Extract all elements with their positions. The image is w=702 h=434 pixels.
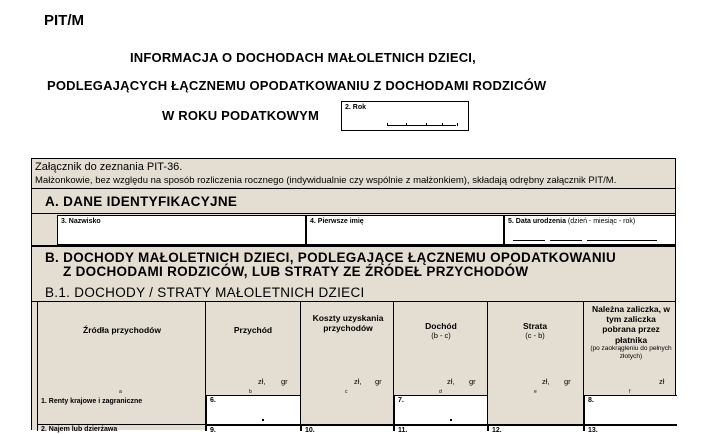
unit-zl: zł, [447, 377, 455, 386]
col-head-advance [589, 304, 673, 360]
col-head-income: Przychód [233, 325, 273, 335]
year-tick [426, 123, 427, 126]
year-tick [406, 123, 407, 126]
col-divider [300, 301, 301, 431]
spouses-note: Małżonkowie, bez względu na sposób rozliczenia rocznego (indywidualnie czy wspólnie z małżonkiem), składają odrębny załącznik PIT/M. [35, 175, 617, 186]
unit-gr: gr [281, 377, 288, 386]
form-title-line1: INFORMACJA O DOCHODACH MAŁOLETNICH DZIECI, [130, 50, 476, 65]
row-label: 2. Najem lub dzierżawa [41, 426, 118, 433]
year-tick [457, 123, 458, 126]
cell-number: 11. [398, 427, 408, 434]
year-field-label: 2. Rok [345, 104, 367, 111]
advance-note: (po zaokrągleniu do pełnych złotych) [590, 344, 672, 360]
year-underline [387, 125, 456, 126]
cell-number: 10. [305, 427, 315, 434]
first-name-label: 4. Pierwsze imię [310, 218, 364, 225]
year-tick [387, 123, 388, 126]
row1-net-income-cell[interactable] [394, 395, 487, 425]
unit-gr: gr [469, 377, 476, 386]
table-body [37, 301, 677, 434]
col-head-source: Źródła przychodów [83, 325, 161, 335]
col-head-loss [491, 321, 579, 340]
row2-income-cell[interactable] [206, 425, 300, 434]
birth-year-line [587, 240, 657, 241]
cell-number: 7. [398, 397, 404, 404]
loss-title: Strata [522, 321, 548, 331]
col-letter-b: b [249, 389, 252, 395]
col-letter-a: a [119, 389, 122, 395]
loss-formula: (c - b) [525, 331, 545, 341]
surname-label: 3. Nazwisko [61, 218, 101, 225]
first-name-field[interactable] [306, 215, 504, 245]
col-head-net-income [397, 321, 485, 340]
net-income-title: Dochód [425, 321, 457, 331]
col-divider [37, 301, 38, 431]
row2-costs-cell[interactable] [301, 425, 393, 434]
col-letter-c: c [345, 389, 348, 395]
cell-number: 6. [210, 397, 216, 404]
cell-number: 12. [492, 427, 502, 434]
col-divider [487, 301, 488, 431]
col-letter-f: f [629, 389, 631, 395]
cell-number: 8. [588, 397, 594, 404]
row2-net-income-cell[interactable] [394, 425, 487, 434]
decimal-dot [450, 419, 452, 421]
row2-loss-cell[interactable] [488, 425, 583, 434]
unit-zl: zł, [542, 377, 550, 386]
birth-month-line [550, 240, 582, 241]
unit-zl: zł [659, 377, 665, 386]
surname-field[interactable] [57, 215, 306, 245]
col-letter-e: e [534, 389, 537, 395]
cell-number: 13. [588, 427, 598, 434]
section-b1-title: B.1. DOCHODY / STRATY MAŁOLETNICH DZIECI [45, 285, 365, 300]
section-a-title: A. DANE IDENTYFIKACYJNE [45, 194, 238, 209]
unit-zl: zł, [354, 377, 362, 386]
decimal-dot [262, 419, 264, 421]
row1-income-cell[interactable] [206, 395, 300, 425]
row1-advance-cell[interactable] [584, 395, 677, 425]
net-income-formula: (b - c) [431, 331, 451, 341]
section-b-title-line1: B. DOCHODY MAŁOLETNICH DZIECI, PODLEGAJĄCE ŁĄCZNEMU OPODATKOWANIU [45, 250, 617, 265]
form-title-line3: W ROKU PODATKOWYM [162, 108, 319, 123]
birth-day-line [513, 240, 545, 241]
advance-title: Należna zaliczka, w tym zaliczka pobrana przez płatnika [592, 304, 670, 345]
birth-date-field[interactable] [504, 215, 676, 245]
form-body [31, 158, 676, 434]
year-field[interactable] [341, 101, 469, 131]
divider [32, 213, 675, 214]
divider [32, 188, 675, 189]
attachment-note: Załącznik do zeznania PIT-36. [35, 161, 183, 173]
unit-gr: gr [375, 377, 382, 386]
form-code: PIT/M [44, 12, 84, 29]
birth-date-label: 5. Data urodzenia [508, 218, 566, 225]
birth-date-label-wrap [508, 218, 635, 225]
year-tick [442, 123, 443, 126]
row-label: 1. Renty krajowe i zagraniczne [41, 398, 143, 405]
unit-zl: zł, [258, 377, 266, 386]
section-b-title-line2: Z DOCHODAMI RODZICÓW, LUB STRATY ZE ŹRÓDEŁ PRZYCHODÓW [63, 264, 529, 279]
divider [32, 245, 675, 247]
row2-advance-cell[interactable] [584, 425, 677, 434]
cell-number: 9. [210, 427, 216, 434]
unit-gr: gr [564, 377, 571, 386]
form-title-line2: PODLEGAJĄCYCH ŁĄCZNEMU OPODATKOWANIU Z DOCHODAMI RODZICÓW [47, 78, 547, 93]
col-head-costs: Koszty uzyskania przychodów [312, 313, 384, 334]
birth-date-hint: (dzień - miesiąc - rok) [567, 218, 636, 225]
col-letter-d: d [439, 389, 442, 395]
